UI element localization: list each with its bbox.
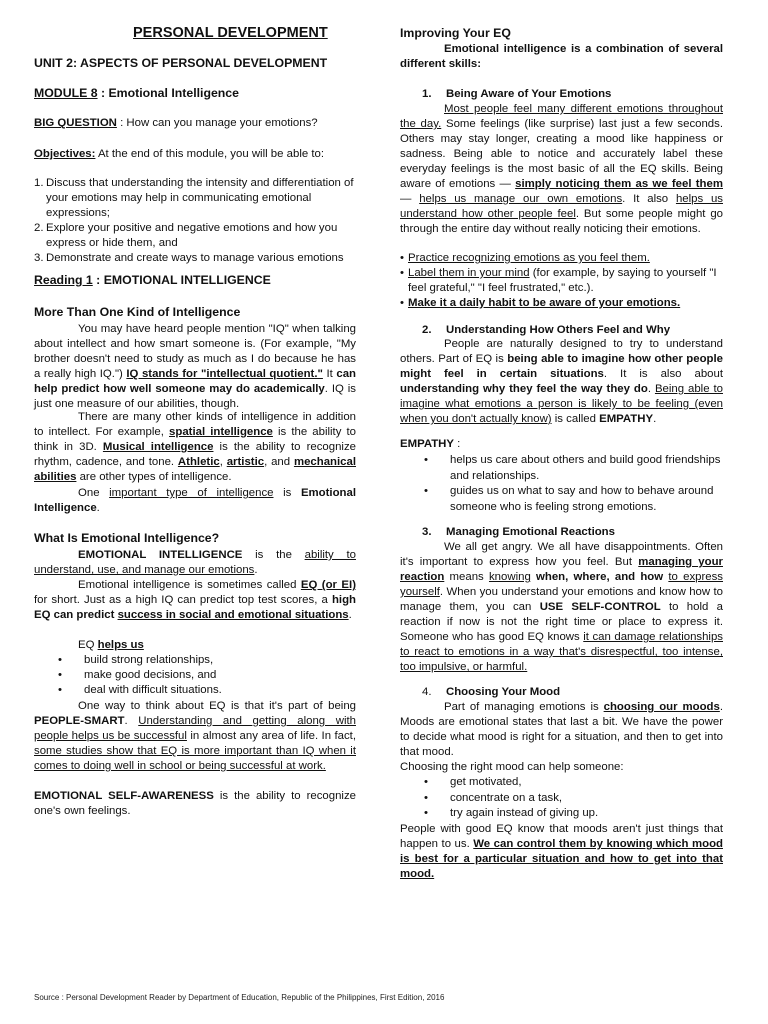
- list-item: 3. Demonstrate and create ways to manage various emotions: [34, 252, 344, 264]
- paragraph: Emotional intelligence is sometimes called EQ (or EI) for short. Just as a high IQ can predict top test scores, a high EQ can predict success in social and emotional situations.: [34, 579, 356, 621]
- eq-benefits-list: [34, 653, 356, 698]
- list-item: • build strong relationships,: [34, 653, 356, 668]
- list-item: • try again instead of giving up.: [400, 806, 723, 822]
- paragraph: There are many other kinds of intelligence in addition to intellect. For example, spatial intelligence is the ability to think in 3D. Musical intelligence is the ability to recognize rhythm, cadence, and tone. Athletic, artistic, and mechanical abilities are other types of intelligence.: [34, 411, 357, 483]
- list-item: • helps us care about others and build good friendships and relationships.: [400, 453, 723, 484]
- awareness-tips-list: [400, 251, 723, 311]
- list-item: • concentrate on a task,: [400, 791, 723, 807]
- paragraph: Choosing the right mood can help someone:: [400, 761, 624, 773]
- paragraph: Most people feel many different emotions throughout the day. Some feelings (like surprise) last just a few seconds. Others may stay longer, creating a mood like happiness or sadness. Being able to notice and accurately label these everyday feelings is the most basic of all the EQ skills. Being aware of emotions — simply noticing them as we feel them — helps us manage our own emotions. It also helps us understand how other people feel. But some people might go through the entire day without really noticing their emotions.: [400, 103, 724, 235]
- unit-heading: UNIT 2: ASPECTS OF PERSONAL DEVELOPMENT: [34, 56, 328, 70]
- module-title: Emotional Intelligence: [108, 86, 239, 100]
- mood-list: [400, 775, 723, 822]
- list-item: • Practice recognizing emotions as you feel them.: [400, 251, 723, 266]
- section-heading: What Is Emotional Intelligence?: [34, 531, 220, 545]
- paragraph: EQ helps us: [78, 639, 144, 651]
- reading-heading: Reading 1 : EMOTIONAL INTELLIGENCE: [34, 273, 271, 287]
- list-item: • Label them in your mind (for example, by saying to yourself "I feel grateful," "I feel frustrated," etc.).: [400, 266, 723, 296]
- source-footer: Source : Personal Development Reader by Department of Education, Republic of the Philippines, First Edition, 2016: [34, 993, 445, 1002]
- paragraph: One important type of intelligence is Emotional Intelligence.: [34, 487, 356, 514]
- list-item: 1. Discuss that understanding the intensity and differentiation of your emotions may help in communicating emotional expressions;: [34, 177, 354, 219]
- objectives-intro: Objectives: At the end of this module, you will be able to:: [34, 148, 325, 160]
- paragraph: Emotional intelligence is a combination of several different skills:: [400, 43, 723, 70]
- big-question: BIG QUESTION : How can you manage your emotions?: [34, 117, 318, 129]
- paragraph: EMOTIONAL INTELLIGENCE is the ability to understand, use, and manage our emotions.: [34, 549, 356, 576]
- paragraph: EMOTIONAL SELF-AWARENESS is the ability to recognize one's own feelings.: [34, 790, 356, 817]
- list-item: • make good decisions, and: [34, 668, 356, 683]
- paragraph: People are naturally designed to try to understand others. Part of EQ is being able to imagine how other people might feel in certain situations. It is also about understanding why they feel the way they do. Being able to imagine what emotions a person is likely to be feeling (even when you don't actually know) is called EMPATHY.: [400, 338, 723, 425]
- page-title: PERSONAL DEVELOPMENT: [133, 25, 328, 41]
- subsection-heading: 4. Choosing Your Mood: [422, 686, 561, 698]
- paragraph: Part of managing emotions is choosing our moods. Moods are emotional states that last a bit. We have the power to decide what mood is right for a situation, and then to get into that mood.: [400, 701, 724, 758]
- paragraph: We all get angry. We all have disappointments. Often it's important to express how you feel. But managing your reaction means knowing when, where, and how to express yourself. When you understand your emotions and know how to manage them, you can USE SELF-CONTROL to hold a reaction if now is not the right time or place to express it. Someone who has good EQ knows it can damage relationships to react to emotions in a way that's disrespectful, too intense, too impulsive, or harmful.: [400, 541, 723, 673]
- module-heading: MODULE 8 : Emotional Intelligence: [34, 86, 239, 100]
- list-item: • guides us on what to say and how to behave around someone who is feeling strong emotions.: [400, 484, 723, 515]
- subsection-heading: 1. Being Aware of Your Emotions: [422, 88, 612, 100]
- paragraph: One way to think about EQ is that it's part of being PEOPLE-SMART. Understanding and getting along with people helps us be successful in almost any area of life. In fact, some studies show that EQ is more important than IQ when it comes to doing well in school or being successful at work.: [34, 700, 356, 772]
- list-item: • deal with difficult situations.: [34, 683, 356, 698]
- subsection-heading: 2. Understanding How Others Feel and Why: [422, 324, 671, 336]
- list-item: • get motivated,: [400, 775, 723, 791]
- list-item: 2. Explore your positive and negative emotions and how you express or hide them, and: [34, 222, 338, 249]
- subsection-heading: 3. Managing Emotional Reactions: [422, 526, 615, 538]
- section-heading: Improving Your EQ: [400, 26, 511, 40]
- section-heading: More Than One Kind of Intelligence: [34, 305, 241, 319]
- paragraph: You may have heard people mention "IQ" when talking about intellect and how smart someone is. (For example, "My brother doesn't need to study as much as I do because he has a really high IQ.") IQ stands for "intellectual quotient." It can help predict how well someone may do academically. IQ is just one measure of our abilities, though.: [34, 323, 356, 410]
- empathy-list: [400, 453, 723, 515]
- module-label: MODULE 8: [34, 86, 98, 100]
- empathy-label: EMPATHY :: [400, 438, 461, 450]
- paragraph: People with good EQ know that moods aren't just things that happen to us. We can control them by knowing which mood is best for a particular situation and how to get into that mood.: [400, 823, 723, 880]
- objectives-list: [34, 176, 356, 266]
- list-item: • Make it a daily habit to be aware of your emotions.: [400, 296, 723, 311]
